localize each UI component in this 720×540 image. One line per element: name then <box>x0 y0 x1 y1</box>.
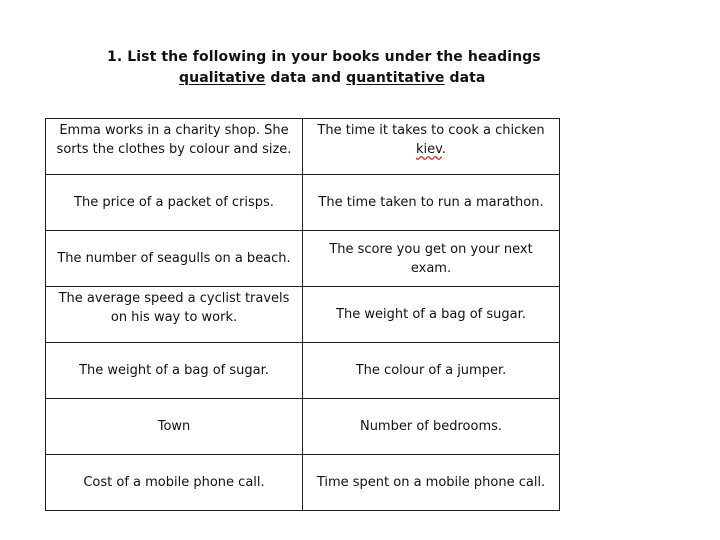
table-cell-right: The colour of a jumper. <box>303 343 560 399</box>
qualitative-heading: qualitative <box>179 70 266 86</box>
table-row <box>46 399 560 455</box>
table-row <box>46 455 560 511</box>
instruction-text: List the following in your books under the headings <box>127 49 541 65</box>
table-cell-left: Town <box>46 399 303 455</box>
table-row <box>46 175 560 231</box>
table-row <box>46 119 560 175</box>
cell-text-end: . <box>441 142 446 157</box>
table-cell-left: Cost of a mobile phone call. <box>46 455 303 511</box>
question-number: 1. <box>107 49 123 65</box>
table-cell-left: Emma works in a charity shop. She sorts the clothes by colour and size. <box>46 119 303 175</box>
data-word-2: data <box>449 70 486 86</box>
table-cell-right <box>303 119 560 175</box>
data-items-table <box>45 118 560 511</box>
exercise-heading <box>107 47 567 89</box>
data-word-1: data <box>270 70 307 86</box>
table-row <box>46 231 560 287</box>
table-row <box>46 343 560 399</box>
table-cell-right: Time spent on a mobile phone call. <box>303 455 560 511</box>
table-cell-right: Number of bedrooms. <box>303 399 560 455</box>
table-cell-left: The price of a packet of crisps. <box>46 175 303 231</box>
table-row <box>46 287 560 343</box>
table-cell-right: The weight of a bag of sugar. <box>303 287 560 343</box>
and-word: and <box>311 70 342 86</box>
quantitative-heading: quantitative <box>346 70 445 86</box>
table-cell-right: The time taken to run a marathon. <box>303 175 560 231</box>
spellcheck-flagged-word: kiev <box>416 142 442 157</box>
table-cell-left: The weight of a bag of sugar. <box>46 343 303 399</box>
cell-text: The time it takes to cook a chicken <box>317 123 545 138</box>
table-cell-right: The score you get on your next exam. <box>303 231 560 287</box>
table-cell-left: The average speed a cyclist travels on his way to work. <box>46 287 303 343</box>
heading-line-2 <box>107 68 567 89</box>
table-cell-left: The number of seagulls on a beach. <box>46 231 303 287</box>
